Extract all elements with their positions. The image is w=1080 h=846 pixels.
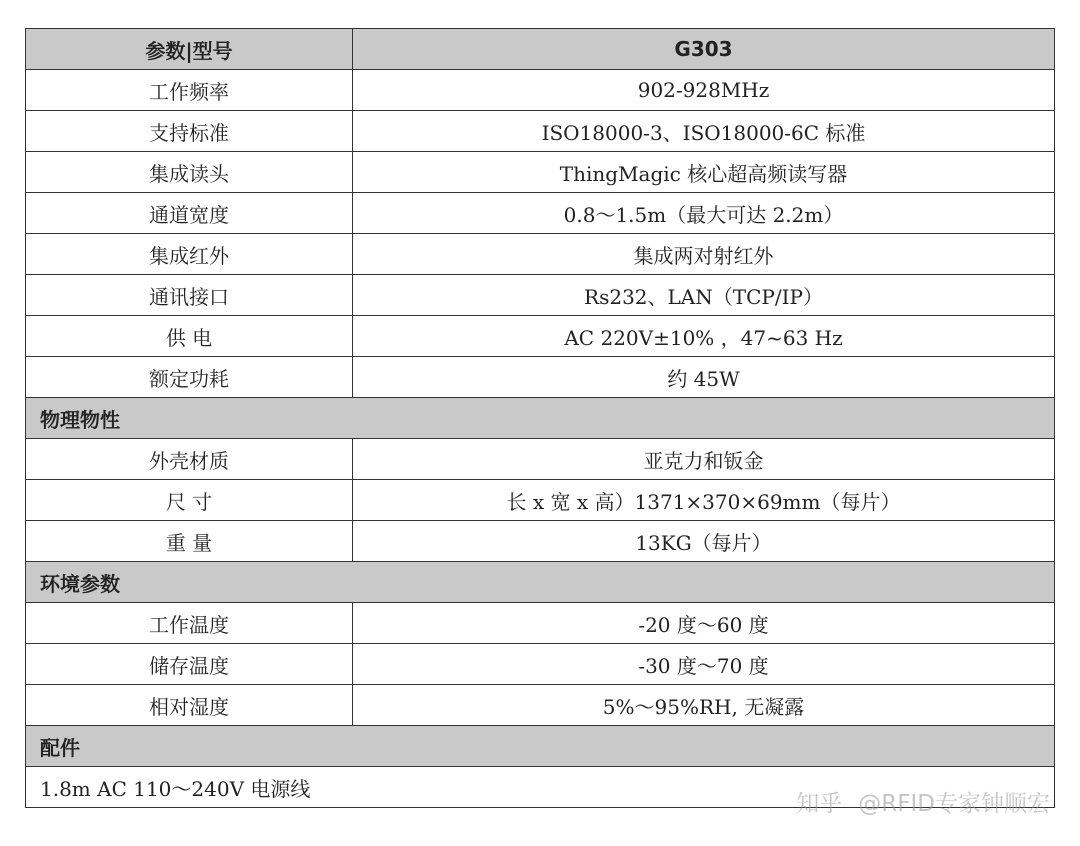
param-label: 外壳材质 bbox=[26, 439, 353, 480]
param-value: ISO18000-3、ISO18000-6C 标准 bbox=[353, 111, 1055, 152]
param-label: 重 量 bbox=[26, 521, 353, 562]
table-row bbox=[26, 70, 1055, 111]
table-row bbox=[26, 193, 1055, 234]
table-row bbox=[26, 316, 1055, 357]
param-value: Rs232、LAN（TCP/IP） bbox=[353, 275, 1055, 316]
param-value: 13KG（每片） bbox=[353, 521, 1055, 562]
table-row bbox=[26, 111, 1055, 152]
table-row bbox=[26, 439, 1055, 480]
param-value: AC 220V±10% ，47~63 Hz bbox=[353, 316, 1055, 357]
section-row-environment bbox=[26, 562, 1055, 603]
table-row bbox=[26, 603, 1055, 644]
param-label: 通讯接口 bbox=[26, 275, 353, 316]
param-value: 0.8～1.5m（最大可达 2.2m） bbox=[353, 193, 1055, 234]
table-row bbox=[26, 275, 1055, 316]
watermark-site: 知乎 bbox=[796, 790, 843, 817]
watermark-author: @RFID专家钟顺宏 bbox=[858, 790, 1050, 817]
param-label: 工作温度 bbox=[26, 603, 353, 644]
table-row bbox=[26, 234, 1055, 275]
table-row bbox=[26, 685, 1055, 726]
header-model-cell: G303 bbox=[353, 29, 1055, 70]
param-label: 额定功耗 bbox=[26, 357, 353, 398]
param-value: 5%～95%RH, 无凝露 bbox=[353, 685, 1055, 726]
param-label: 集成读头 bbox=[26, 152, 353, 193]
param-value: -20 度～60 度 bbox=[353, 603, 1055, 644]
param-value: ThingMagic 核心超高频读写器 bbox=[353, 152, 1055, 193]
table-header-row bbox=[26, 29, 1055, 70]
param-label: 尺 寸 bbox=[26, 480, 353, 521]
spec-table bbox=[25, 28, 1055, 808]
param-label: 工作频率 bbox=[26, 70, 353, 111]
table-row bbox=[26, 357, 1055, 398]
section-row-physical bbox=[26, 398, 1055, 439]
param-value: -30 度～70 度 bbox=[353, 644, 1055, 685]
param-label: 储存温度 bbox=[26, 644, 353, 685]
param-label: 支持标准 bbox=[26, 111, 353, 152]
param-value: 集成两对射红外 bbox=[353, 234, 1055, 275]
table-row bbox=[26, 521, 1055, 562]
param-value: 长 x 宽 x 高）1371×370×69mm（每片） bbox=[353, 480, 1055, 521]
table-row bbox=[26, 644, 1055, 685]
param-value: 902-928MHz bbox=[353, 70, 1055, 111]
param-label: 集成红外 bbox=[26, 234, 353, 275]
param-label: 通道宽度 bbox=[26, 193, 353, 234]
section-title-physical: 物理物性 bbox=[26, 398, 1055, 439]
section-row-accessories bbox=[26, 726, 1055, 767]
param-label: 供 电 bbox=[26, 316, 353, 357]
accessory-note: 1.8m AC 110～240V 电源线 bbox=[26, 767, 1055, 808]
header-param-cell: 参数|型号 bbox=[26, 29, 353, 70]
section-title-environment: 环境参数 bbox=[26, 562, 1055, 603]
param-value: 亚克力和钣金 bbox=[353, 439, 1055, 480]
table-row bbox=[26, 152, 1055, 193]
param-value: 约 45W bbox=[353, 357, 1055, 398]
table-row bbox=[26, 480, 1055, 521]
param-label: 相对湿度 bbox=[26, 685, 353, 726]
accessory-row bbox=[26, 767, 1055, 808]
section-title-accessories: 配件 bbox=[26, 726, 1055, 767]
